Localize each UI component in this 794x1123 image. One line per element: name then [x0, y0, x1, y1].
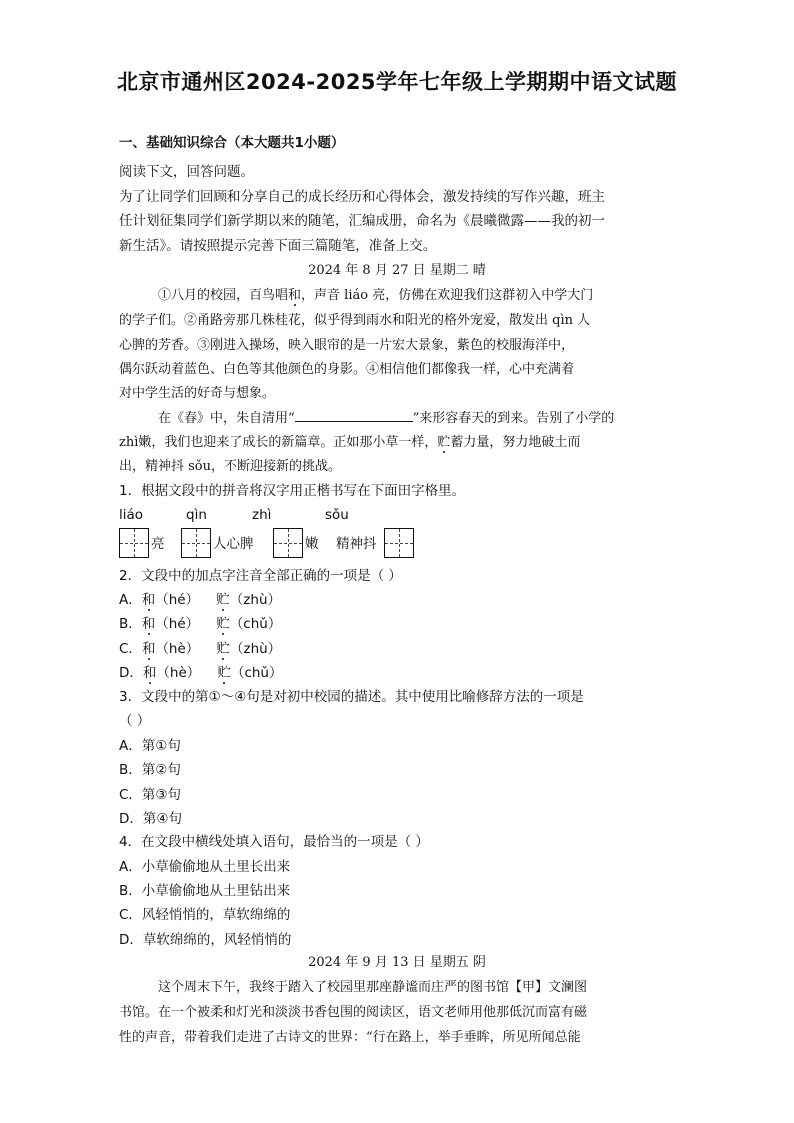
pinyin-label: qìn [186, 507, 207, 523]
dotted-char: 和 [142, 665, 157, 681]
essay2-date: 2024 年 9 月 13 日 星期五 阴 [308, 955, 486, 970]
pinyin-label: liáo [119, 507, 144, 523]
essay1-text: ”来形容春天的到来。告别了小学的 [412, 411, 615, 426]
essay1-line-1 [158, 286, 593, 306]
grid-after-text: 嫩 [305, 536, 319, 552]
tian-zi-grid[interactable] [181, 528, 211, 558]
pinyin-label: zhì [252, 507, 272, 523]
q1-stem: 1．根据文段中的拼音将汉字用正楷书写在下面田字格里。 [119, 483, 466, 499]
page-title: 北京市通州区2024-2025学年七年级上学期期中语文试题 [116, 70, 678, 94]
essay1-text: ①八月的校园，百鸟唱 [158, 288, 289, 303]
essay1-text: ，声音 liáo 亮，仿佛在欢迎我们这群初入中学大门 [301, 288, 594, 303]
intro-line-3: 任计划征集同学们新学期以来的随笔，汇编成册，命名为《晨曦微露——我的初一 [119, 213, 605, 229]
essay1-line-4: 偶尔跃动着蓝色、白色等其他颜色的身影。④相信他们都像我一样，心中充满着 [119, 362, 575, 377]
essay1-text: 在《春》中，朱自清用“ [158, 411, 295, 426]
tian-zi-grid[interactable] [273, 528, 303, 558]
q3-option-d[interactable]: D．第④句 [119, 811, 182, 827]
option-pinyin: （zhù） [229, 641, 282, 657]
q3-stem-bracket: （ ） [119, 713, 151, 729]
essay1-para2-line-3: 出，精神抖 sǒu，不断迎接新的挑战。 [119, 459, 342, 474]
q2-option-b[interactable] [119, 614, 281, 634]
tian-zi-grid[interactable] [119, 528, 149, 558]
option-pinyin: （chǔ） [229, 616, 282, 632]
grid-before-text: 精神抖 [336, 536, 377, 552]
option-pinyin: （hé） [155, 592, 200, 608]
grid-after-text: 亮 [151, 536, 165, 552]
q4-option-c[interactable]: C．风轻悄悄的，草软绵绵的 [119, 907, 291, 923]
q3-option-a[interactable]: A．第①句 [119, 738, 181, 754]
dotted-char: 和 [141, 641, 156, 657]
dotted-char: 和 [141, 616, 156, 632]
essay1-line-5: 对中学生活的好奇与想象。 [119, 386, 276, 401]
intro-line-2: 为了让同学们回顾和分享自己的成长经历和心得体会，激发持续的写作兴趣，班主 [119, 189, 605, 205]
essay1-text: zhì嫩，我们也迎来了成长的新篇章。正如那小草一样， [119, 435, 438, 450]
essay1-date: 2024 年 8 月 27 日 星期二 晴 [308, 263, 486, 278]
q4-option-d[interactable]: D．草软绵绵的，风轻悄悄的 [119, 932, 292, 948]
essay1-text: 蓄力量，努力地破土而 [450, 435, 581, 450]
option-label: C． [119, 641, 142, 657]
dotted-char: 贮 [217, 665, 231, 681]
essay1-para2-line-2 [119, 433, 580, 453]
essay1-line-3: 心脾的芳香。③刚进入操场，映入眼帘的是一片宏大景象，紫色的校服海洋中， [119, 338, 575, 353]
option-label: B． [119, 616, 142, 632]
q3-stem: 3．文段中的第①～④句是对初中校园的描述。其中使用比喻修辞方法的一项是 [119, 689, 584, 705]
essay2-line-1: 这个周末下午，我终于踏入了校园里那座静谧而庄严的图书馆【甲】文澜图 [158, 980, 588, 995]
fill-in-blank [295, 408, 413, 422]
q4-option-b[interactable]: B．小草偷偷地从土里钻出来 [119, 883, 291, 899]
dotted-char: 贮 [216, 592, 230, 608]
essay1-line-2: 的学子们。②甬路旁那几株桂花，似乎得到雨水和阳光的格外宠爱，散发出 qìn 人 [119, 313, 591, 328]
dotted-char: 和 [141, 592, 156, 608]
intro-line-1: 阅读下文，回答问题。 [119, 164, 254, 180]
q3-option-c[interactable]: C．第③句 [119, 787, 182, 803]
q2-option-a[interactable] [119, 590, 281, 610]
q4-option-a[interactable]: A．小草偷偷地从土里长出来 [119, 859, 291, 875]
option-label: D． [119, 665, 143, 681]
grid-after-text: 人心脾 [213, 536, 254, 552]
dotted-char: 贮 [216, 616, 230, 632]
dotted-char: 贮 [437, 435, 451, 450]
option-pinyin: （chǔ） [230, 665, 283, 681]
tian-zi-grid[interactable] [384, 528, 414, 558]
dotted-char: 贮 [216, 641, 230, 657]
option-pinyin: （hè） [156, 665, 201, 681]
pinyin-label: sǒu [325, 507, 349, 523]
option-label: A． [119, 592, 142, 608]
intro-line-4: 新生活》。请按照提示完善下面三篇随笔，准备上交。 [119, 238, 437, 254]
option-pinyin: （zhù） [229, 592, 281, 608]
essay1-para2-line-1 [158, 408, 614, 429]
q4-stem: 4．在文段中横线处填入语句，最恰当的一项是（ ） [119, 834, 429, 850]
option-pinyin: （hé） [155, 616, 200, 632]
essay2-line-3: 性的声音，带着我们走进了古诗文的世界：“行在路上，举手垂眸，所见所闻总能 [119, 1030, 581, 1045]
q2-option-d[interactable] [119, 663, 283, 683]
q2-option-c[interactable] [119, 639, 281, 659]
option-pinyin: （hè） [155, 641, 200, 657]
section-heading: 一、基础知识综合（本大题共1小题） [119, 135, 345, 151]
dotted-char: 和 [288, 288, 302, 303]
q2-stem: 2．文段中的加点字注音全部正确的一项是（ ） [119, 568, 402, 584]
q3-option-b[interactable]: B．第②句 [119, 762, 181, 778]
essay2-line-2: 书馆。在一个被柔和灯光和淡淡书香包围的阅读区，语文老师用他那低沉而富有磁 [119, 1005, 588, 1020]
